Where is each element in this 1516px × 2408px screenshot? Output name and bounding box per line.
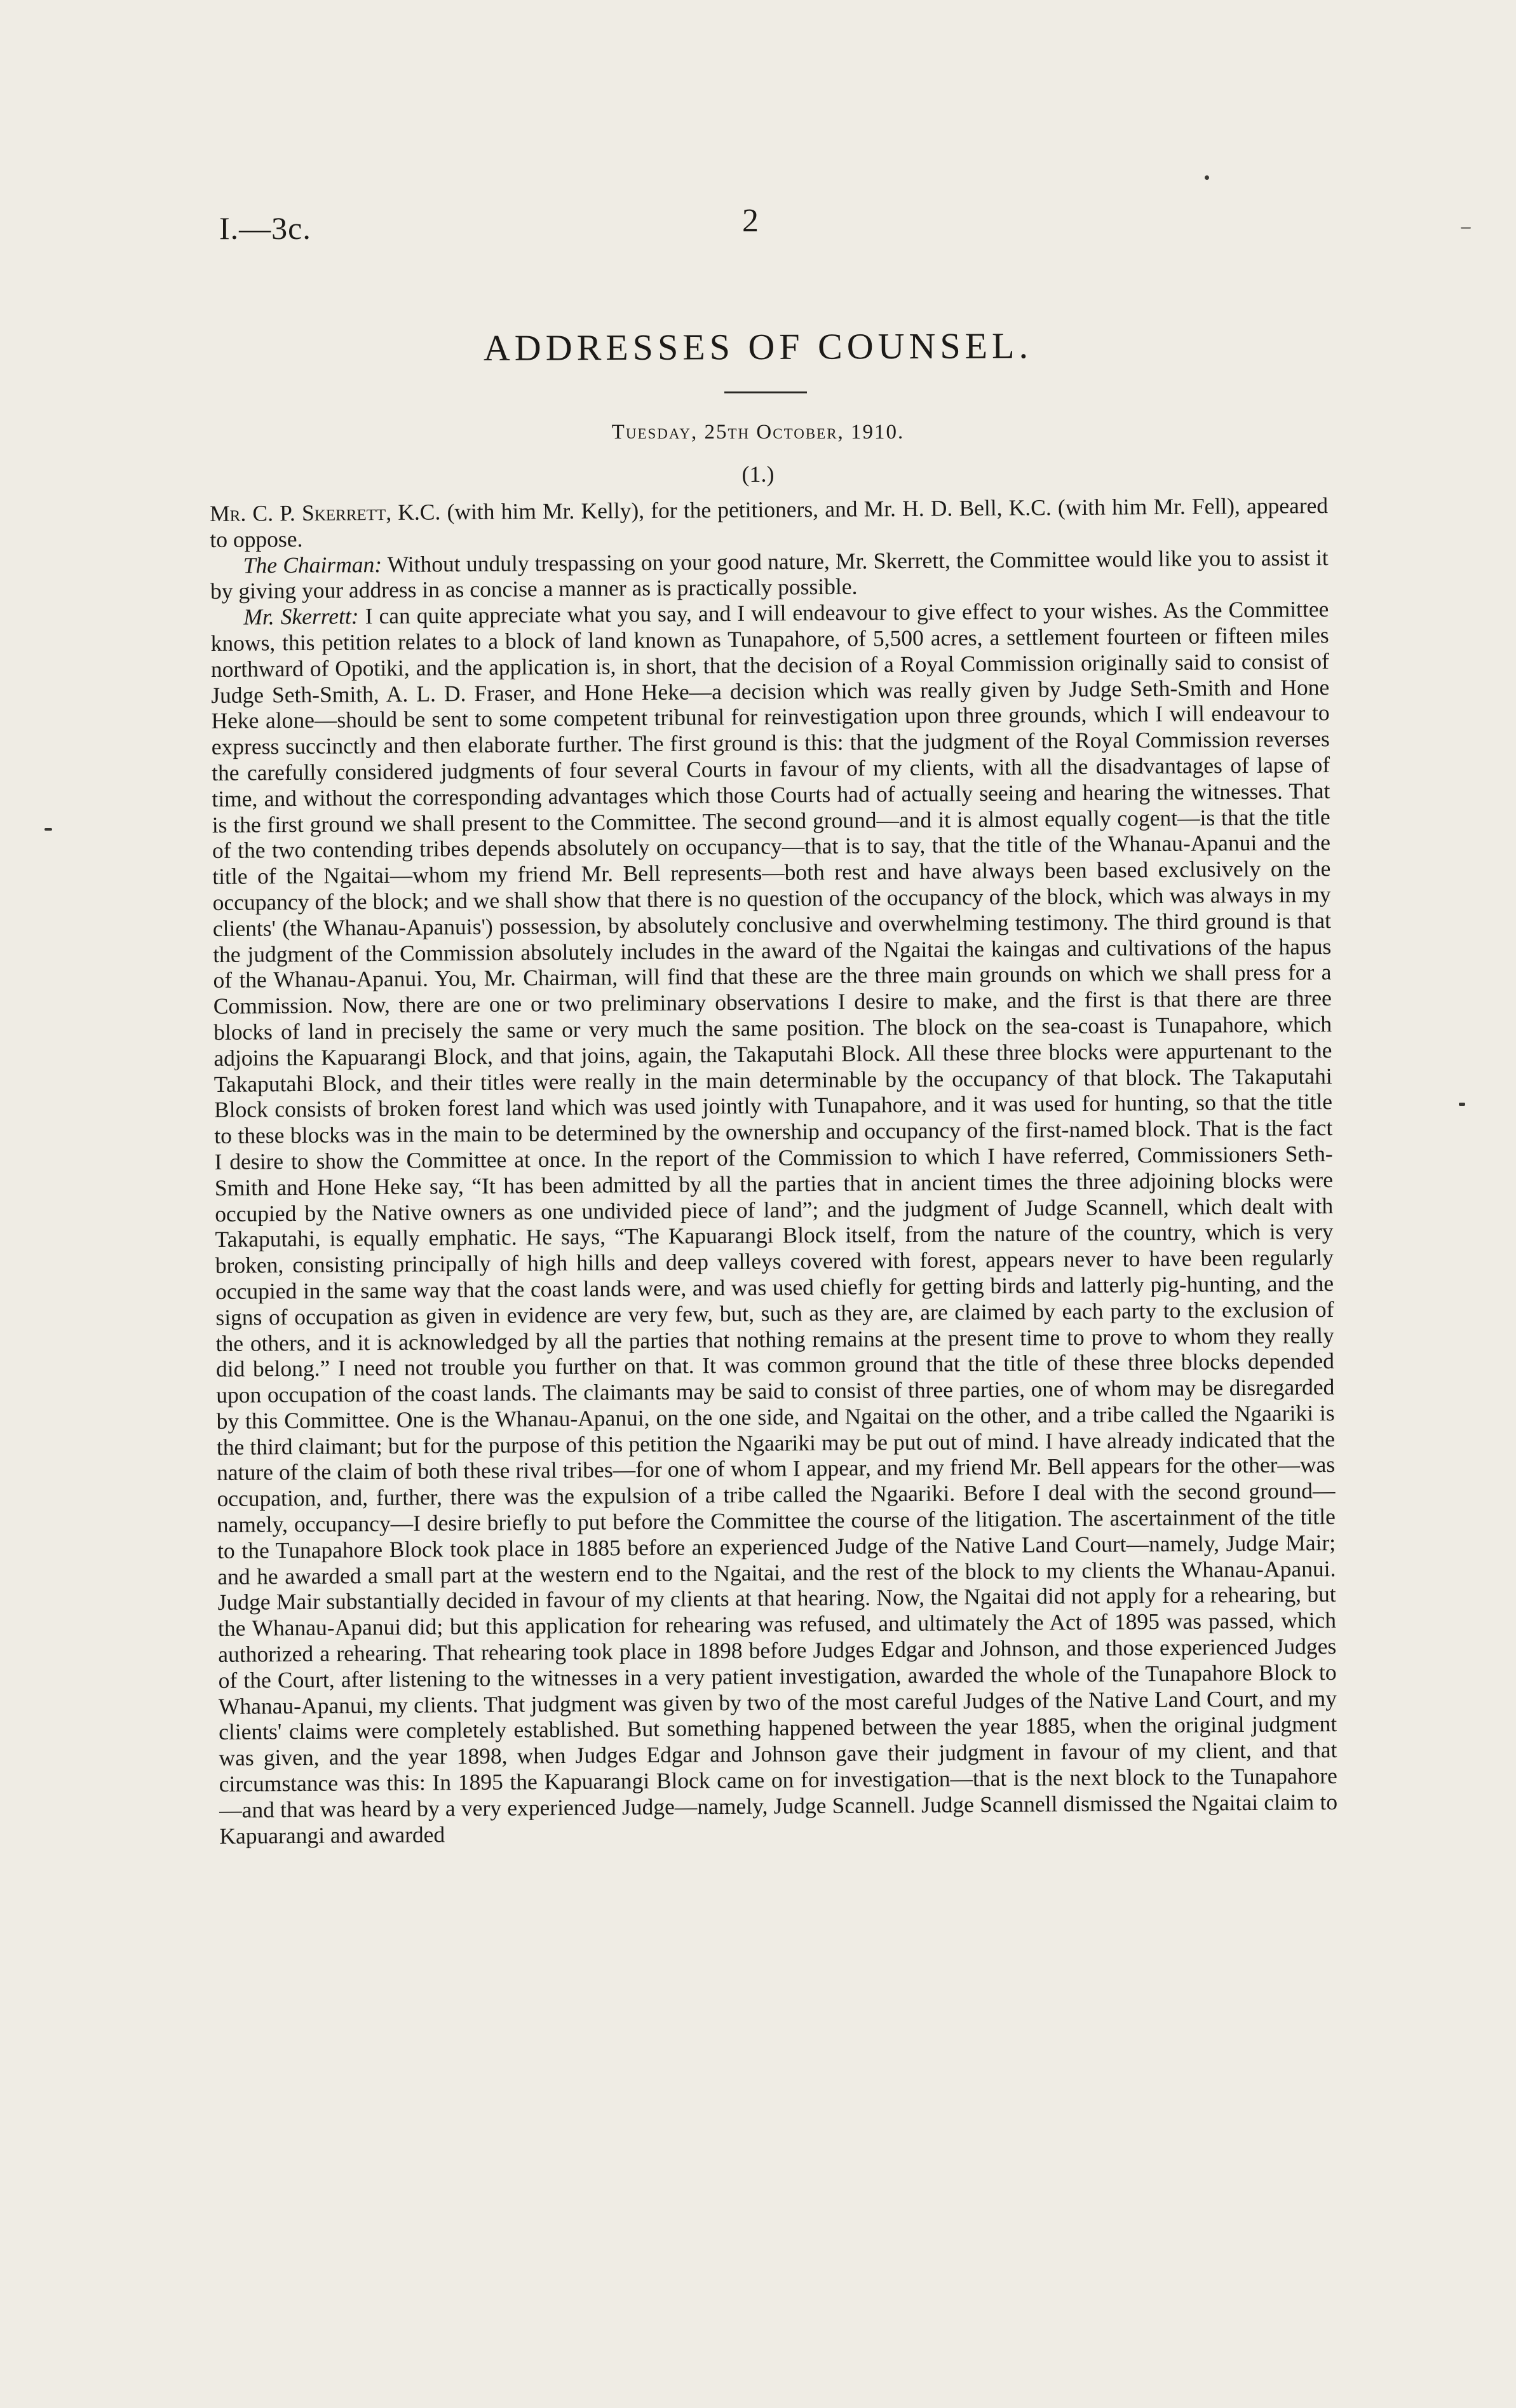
paragraph-text: Without unduly trespassing on your good nature, Mr. Skerrett, the Committee would like you to assist it by giving your address in as concise a manner as is practically possible. [210,544,1329,604]
page-number: 2 [742,203,759,239]
body-text [210,493,1338,1849]
paragraph-text: K.C. (with him Mr. Kelly), for the petitioners, and Mr. H. D. Bell, K.C. (with him Mr. Fell), appeared to oppose. [210,493,1329,552]
paper-speck [1459,1103,1465,1106]
paper-speck [1461,227,1471,229]
paragraph-chairman [210,545,1329,604]
paper-speck [44,828,52,831]
paragraph-skerrett [210,596,1337,1849]
speaker-name: The Chairman: [243,551,382,578]
report-reference: I.—3c. [219,210,311,246]
date-line: Tuesday, 25th October, 1910. [611,421,905,444]
paragraph-text: I can quite appreciate what you say, and I will endeavour to give effect to your wishes. As the Committee knows, this petition relates to a block of land known as Tunapahore, of 5,500 acres, a settlement fourteen or fifteen miles northward of Opotiki, and the application is, in short, that the decision of a Royal Commission originally said to consist of Judge Seth-Smith, A. L. D. Fraser, and Hone Heke—a decision which was really given by Judge Seth-Smith and Hone Heke alone—should be sent to some competent tribunal for reinvestigation upon three grounds, which I will endeavour to express succinctly and then elaborate further. The first ground is this: that the judgment of the Royal Commission reverses the carefully considered judgments of four several Courts in favour of my clients, with all the disadvantages of lapse of time, and without the corresponding advantages which those Courts had of actually seeing and hearing the witnesses. That is the first ground we shall present to the Committee. The second ground—and it is almost equally cogent—is that the title of the two contending tribes depends absolutely on occupancy—that is to say, that the title of the Whanau-Apanui and the title of the Ngaitai—whom my friend Mr. Bell represents—both rest and have always been based exclusively on the occupancy of the block; and we shall show that there is no question of the occupancy of the block, which was always in my clients' (the Whanau-Apanuis') possession, by absolutely conclusive and overwhelming testimony. The third ground is that the judgment of the Commission absolutely includes in the award of the Ngaitai the kaingas and cultivations of the hapus of the Whanau-Apanui. You, Mr. Chairman, will find that these are the three main grounds on which we shall press for a Commission. Now, there are one or two preliminary observations I desire to make, and the first is that there are three blocks of land in precisely the same or very much the same position. The block on the sea-coast is Tunapahore, which adjoins the Kapuarangi Block, and that joins, again, the Takaputahi Block. All these three blocks were appurtenant to the Takaputahi Block, and their titles were really in the main determinable by the occupancy of that block. The Takaputahi Block consists of broken forest land which was used jointly with Tunapahore, and it was used for hunting, so that the title to these blocks was in the main to be determined by the ownership and occupancy of the first-named block. That is the fact I desire to show the Committee at once. In the report of the Commission to which I have referred, Commissioners Seth-Smith and Hone Heke say, “It has been admitted by all the parties that in ancient times the three adjoining blocks were occupied by the Native owners as one undivided piece of land”; and the judgment of Judge Scannell, which dealt with Takaputahi, is equally emphatic. He says, “The Kapuarangi Block itself, from the nature of the country, which is very broken, consisting principally of high hills and deep valleys covered with forest, appears never to have been regularly occupied in the same way that the coast lands were, and was used chiefly for getting birds and latterly pig-hunting, and the signs of occupation as given in evidence are very few, but, such as they are, are claimed by each party to the exclusion of the others, and it is acknowledged by all the parties that nothing remains at the present time to prove to whom they really did belong.” I need not trouble you further on that. It was common ground that the title of these three blocks depended upon occupation of the coast lands. The claimants may be said to consist of three parties, one of whom may be disregarded by this Committee. One is the Whanau-Apanui, on the one side, and Ngaitai on the other, and a tribe called the Ngaariki is the third claimant; but for the purpose of this petition the Ngaariki may be put out of mind. I have already indicated that the nature of the claim of both these rival tribes—for one of whom I appear, and my friend Mr. Bell appears for the other—was occupation, and, further, there was the expulsion of a tribe called the Ngaariki. Before I deal with the second ground—namely, occupancy—I desire briefly to put before the Committee the course of the litigation. The ascertainment of the title to the Tunapahore Block took place in 1885 before an experienced Judge of the Native Land Court—namely, Judge Mair; and he awarded a small part at the western end to the Ngaitai, and the rest of the block to my clients the Whanau-Apanui. Judge Mair substantially decided in favour of my clients at that hearing. Now, the Ngaitai did not apply for a rehearing, but the Whanau-Apanui did; but this application for rehearing was refused, and ultimately the Act of 1895 was passed, which authorized a rehearing. That rehearing took place in 1898 before Judges Edgar and Johnson, and those experienced Judges of the Court, after listening to the witnesses in a very patient investigation, awarded the whole of the Tunapahore Block to Whanau-Apanui, my clients. That judgment was given by two of the most careful Judges of the Native Land Court, and my clients' claims were completely established. But something happened between the year 1885, when the original judgment was given, and the year 1898, when Judges Edgar and Johnson gave their judgment in favour of my client, and that circumstance was this: In 1895 the Kapuarangi Block came on for investigation—that is the next block to the Tunapahore—and that was heard by a very experienced Judge—namely, Judge Scannell. Judge Scannell dismissed the Ngaitai claim to Kapuarangi and awarded [210,596,1338,1849]
section-number: (1.) [741,461,775,487]
paragraph-appearances [210,493,1329,552]
paper-speck [1205,175,1209,180]
title-rule [724,391,807,393]
page-title: ADDRESSES OF COUNSEL. [483,325,1033,369]
counsel-name: Mr. C. P. Skerrett, [210,499,392,526]
speaker-name: Mr. Skerrett: [243,603,359,630]
